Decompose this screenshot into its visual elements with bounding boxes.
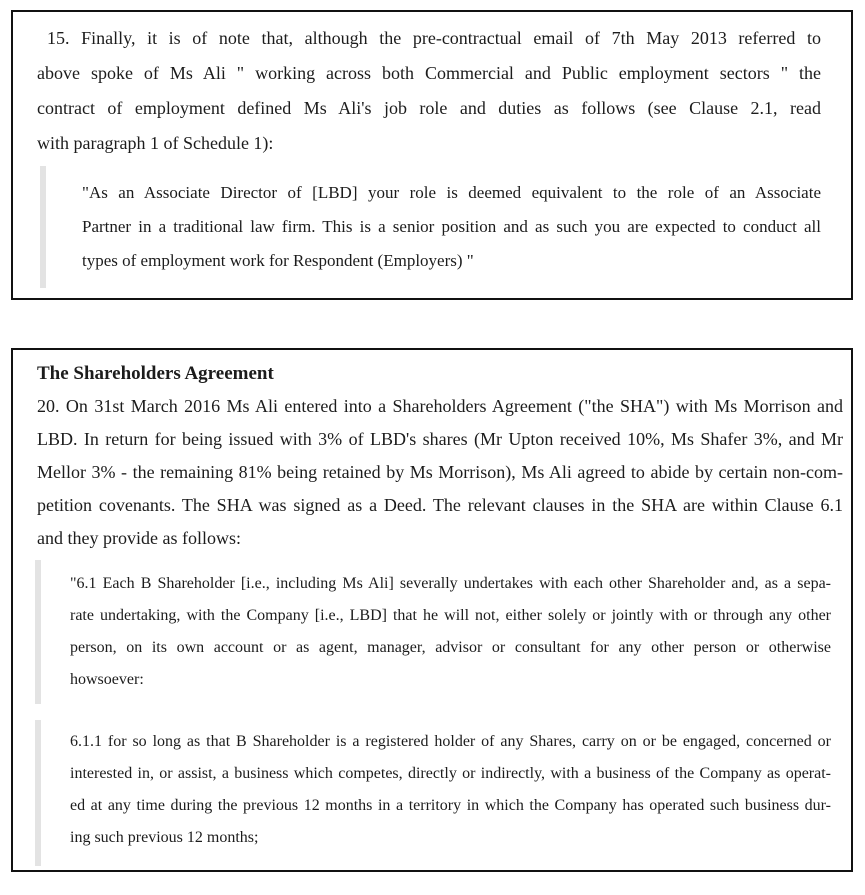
- text-line: "As an Associate Director of [LBD] your role is deemed equivalent to the role of an Associate: [82, 183, 821, 202]
- quote-clause-6-1-1: [35, 720, 831, 866]
- paragraph-20: [37, 390, 843, 555]
- text-line: Mellor 3% - the remaining 81% being retained by Ms Morrison), Ms Ali agreed to abide by certain non-com-: [37, 462, 843, 482]
- text-line: ing such previous 12 months;: [70, 829, 259, 846]
- judgment-excerpt-box-2: [11, 348, 853, 872]
- text-line: Partner in a traditional law firm. This is a senior position and as such you are expected to conduct all: [82, 217, 821, 236]
- text-line: person, on its own account or as agent, manager, advisor or consultant for any other person or otherwise: [70, 639, 831, 656]
- judgment-excerpt-box-1: [11, 10, 853, 300]
- text-line: rate undertaking, with the Company [i.e., LBD] that he will not, either solely or jointly with or through any other: [70, 607, 831, 624]
- text-line: petition covenants. The SHA was signed as a Deed. The relevant clauses in the SHA are within Clause 6.1: [37, 495, 843, 515]
- text-line: LBD. In return for being issued with 3% of LBD's shares (Mr Upton received 10%, Ms Shafer 3%, and Mr: [37, 429, 843, 449]
- text-line: ed at any time during the previous 12 months in a territory in which the Company has operated such business dur-: [70, 797, 831, 814]
- quote-clause-6-1: [35, 560, 831, 704]
- paragraph-15: [37, 21, 821, 161]
- text-line: 20. On 31st March 2016 Ms Ali entered into a Shareholders Agreement ("the SHA") with Ms Morrison and: [37, 396, 843, 416]
- text-line: interested in, or assist, a business which competes, directly or indirectly, with a business of the Company as operat-: [70, 765, 831, 782]
- text-line: 6.1.1 for so long as that B Shareholder is a registered holder of any Shares, carry on or be engaged, concerned or: [70, 733, 831, 750]
- text-line: types of employment work for Respondent (Employers) ": [82, 251, 474, 270]
- text-line: with paragraph 1 of Schedule 1):: [37, 133, 274, 153]
- shareholders-agreement-heading: The Shareholders Agreement: [37, 363, 274, 384]
- quote-job-role: [40, 166, 821, 288]
- text-line: and they provide as follows:: [37, 528, 241, 548]
- text-line: 15. Finally, it is of note that, although the pre-contractual email of 7th May 2013 referred to: [47, 28, 821, 48]
- text-line: howsoever:: [70, 671, 144, 688]
- text-line: above spoke of Ms Ali " working across both Commercial and Public employment sectors " the: [37, 63, 821, 83]
- text-line: "6.1 Each B Shareholder [i.e., including Ms Ali] severally undertakes with each other Shareholder and, as a sepa-: [70, 575, 831, 592]
- text-line: contract of employment defined Ms Ali's job role and duties as follows (see Clause 2.1, read: [37, 98, 821, 118]
- document-page: [0, 10, 865, 872]
